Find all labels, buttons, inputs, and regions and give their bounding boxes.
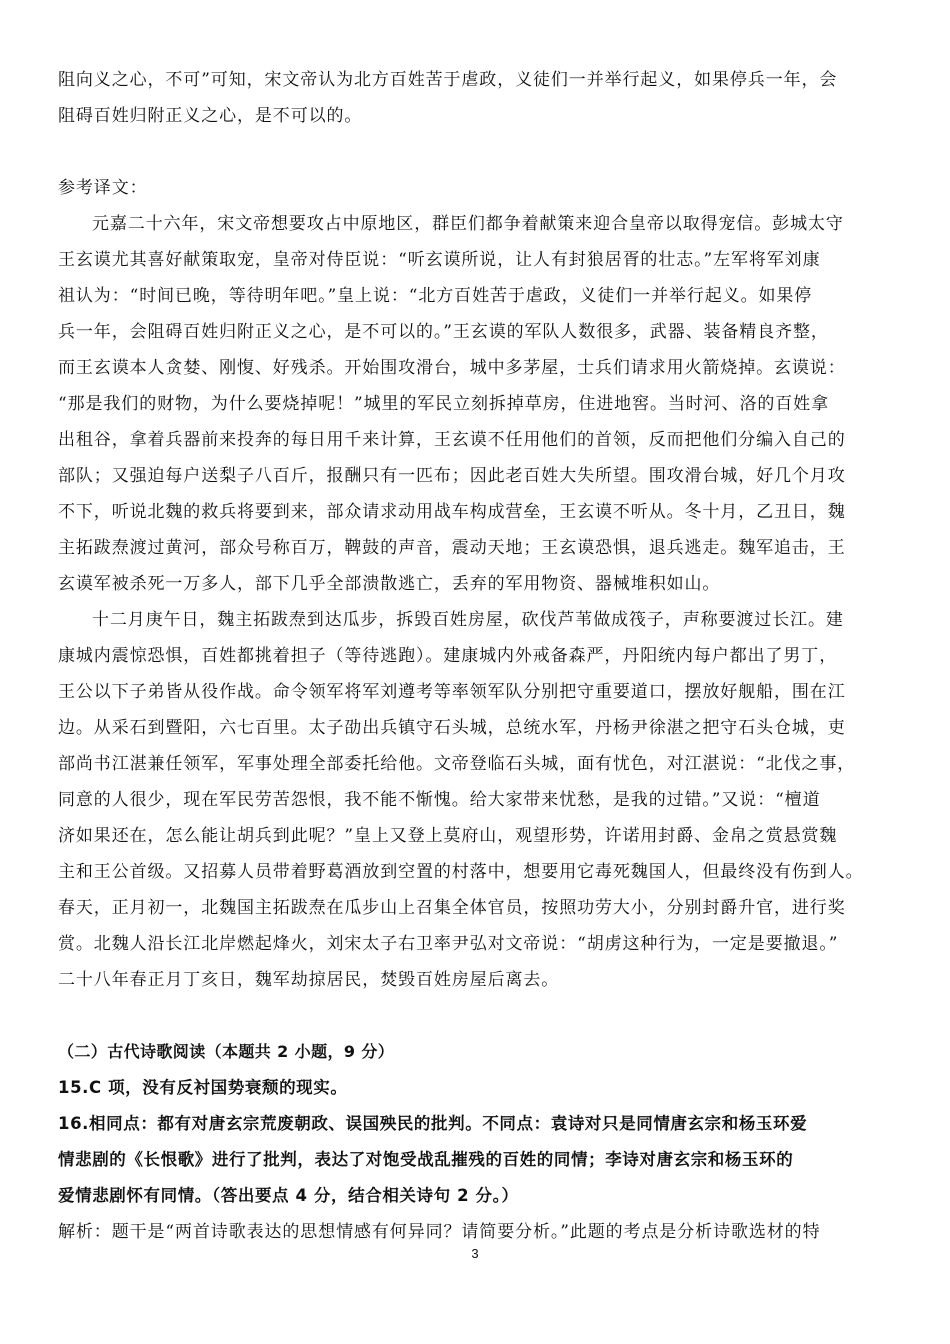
spacer	[58, 134, 894, 170]
intro-paragraph	[58, 62, 894, 134]
text-line: 爱情悲剧怀有同情。（答出要点 4 分，结合相关诗句 2 分。）	[58, 1186, 519, 1205]
text-line: 元嘉二十六年，宋文帝想要攻占中原地区，群臣们都争着献策来迎合皇帝以取得宠信。彭城太守	[92, 214, 844, 234]
text-line: 王玄谟尤其喜好献策取宠，皇帝对侍臣说：“听玄谟所说，让人有封狼居胥的壮志。”左军将军刘康	[58, 250, 821, 270]
text-line: 阻向义之心，不可”可知，宋文帝认为北方百姓苦于虐政，义徒们一并举行起义，如果停兵一年，会	[58, 70, 838, 90]
text-line: 兵一年，会阻碍百姓归附正义之心，是不可以的。”王玄谟的军队人数很多，武器、装备精良齐整，	[58, 322, 829, 342]
text-line: 王公以下子弟皆从役作战。命令领军将军刘遵考等率领军队分别把守重要道口，摆放好舰船，围在江	[58, 682, 846, 702]
answer-16	[58, 1106, 894, 1214]
text-line: 康城内震惊恐惧，百姓都挑着担子（等待逃跑）。建康城内外戒备森严，丹阳统内每户都出了男丁，	[58, 646, 838, 666]
text-line: 赏。北魏人沿长江北岸燃起烽火，刘宋太子右卫率尹弘对文帝说：“胡虏这种行为，一定是要撤退。”	[58, 934, 839, 954]
text-line: 而王玄谟本人贪婪、刚愎、好残杀。开始围攻滑台，城中多茅屋，士兵们请求用火箭烧掉。玄谟说：	[58, 358, 846, 378]
text-line: 情悲剧的《长恨歌》进行了批判，表达了对饱受战乱摧残的百姓的同情；李诗对唐玄宗和杨玉环的	[58, 1150, 794, 1169]
text-line: 边。从采石到暨阳，六七百里。太子劭出兵镇守石头城，总统水军，丹杨尹徐湛之把守石头仓城，吏	[58, 718, 846, 738]
text-line: 二十八年春正月丁亥日，魏军劫掠居民，焚毁百姓房屋后离去。	[58, 970, 560, 990]
text-line: “那是我们的财物，为什么要烧掉呢！”城里的军民立刻拆掉草房，住进地窖。当时河、洛的百姓拿	[58, 394, 829, 414]
text-line: 玄谟军被杀死一万多人，部下几乎全部溃散逃亡，丢弃的军用物资、器械堆积如山。	[58, 574, 721, 594]
poetry-section	[58, 1034, 894, 1250]
text-line: 祖认为：“时间已晚，等待明年吧。”皇上说：“北方百姓苦于虐政，义徒们一并举行起义。如果停	[58, 286, 813, 306]
page-number: 3	[471, 1246, 479, 1261]
translation-paragraph-2	[58, 602, 894, 998]
translation-heading: 参考译文：	[58, 178, 148, 198]
text-line: 十二月庚午日，魏主拓跋焘到达瓜步，拆毁百姓房屋，砍伐芦苇做成筏子，声称要渡过长江。建	[92, 610, 844, 630]
text-line: 阻碍百姓归附正义之心，是不可以的。	[58, 106, 363, 126]
answer-15: 15.C 项，没有反衬国势衰颓的现实。	[58, 1078, 348, 1097]
text-line: 主和王公首级。又招募人员带着野葛酒放到空置的村落中，想要用它毒死魏国人，但最终没有伤到人。	[58, 862, 864, 882]
text-line: 出租谷，拿着兵器前来投奔的每日用千来计算，王玄谟不任用他们的首领，反而把他们分编入自己的	[58, 430, 846, 450]
text-line: 春天，正月初一，北魏国主拓跋焘在瓜步山上召集全体官员，按照功劳大小，分别封爵升官，进行奖	[58, 898, 846, 918]
text-line: 主拓跋焘渡过黄河，部众号称百万，鞞鼓的声音，震动天地；王玄谟恐惧，退兵逃走。魏军追击，王	[58, 538, 846, 558]
translation-paragraph-1	[58, 206, 894, 602]
document-page	[58, 62, 894, 1250]
text-line: 16.相同点：都有对唐玄宗荒废朝政、误国殃民的批判。不同点：袁诗对只是同情唐玄宗和杨玉环爱	[58, 1114, 808, 1133]
text-line: 不下，听说北魏的救兵将要到来，部众请求动用战车构成营垒，王玄谟不听从。冬十月，乙丑日，魏	[58, 502, 846, 522]
text-line: 部队；又强迫每户送梨子八百斤，报酬只有一匹布；因此老百姓大失所望。围攻滑台城，好几个月攻	[58, 466, 846, 486]
analysis-text: 解析：题干是“两首诗歌表达的思想情感有何异同？请简要分析。”此题的考点是分析诗歌选材的特	[58, 1222, 821, 1242]
text-line: 同意的人很少，现在军民劳苦怨恨，我不能不惭愧。给大家带来忧愁，是我的过错。”又说：“檀道	[58, 790, 821, 810]
text-line: 济如果还在，怎么能让胡兵到此呢？”皇上又登上莫府山，观望形势，许诺用封爵、金帛之赏悬赏魏	[58, 826, 838, 846]
text-line: 部尚书江湛兼任领军，军事处理全部委托给他。文帝登临石头城，面有忧色，对江湛说：“北伐之事，	[58, 754, 856, 774]
section-heading: （二）古代诗歌阅读（本题共 2 小题，9 分）	[58, 1042, 395, 1061]
spacer	[58, 998, 894, 1034]
